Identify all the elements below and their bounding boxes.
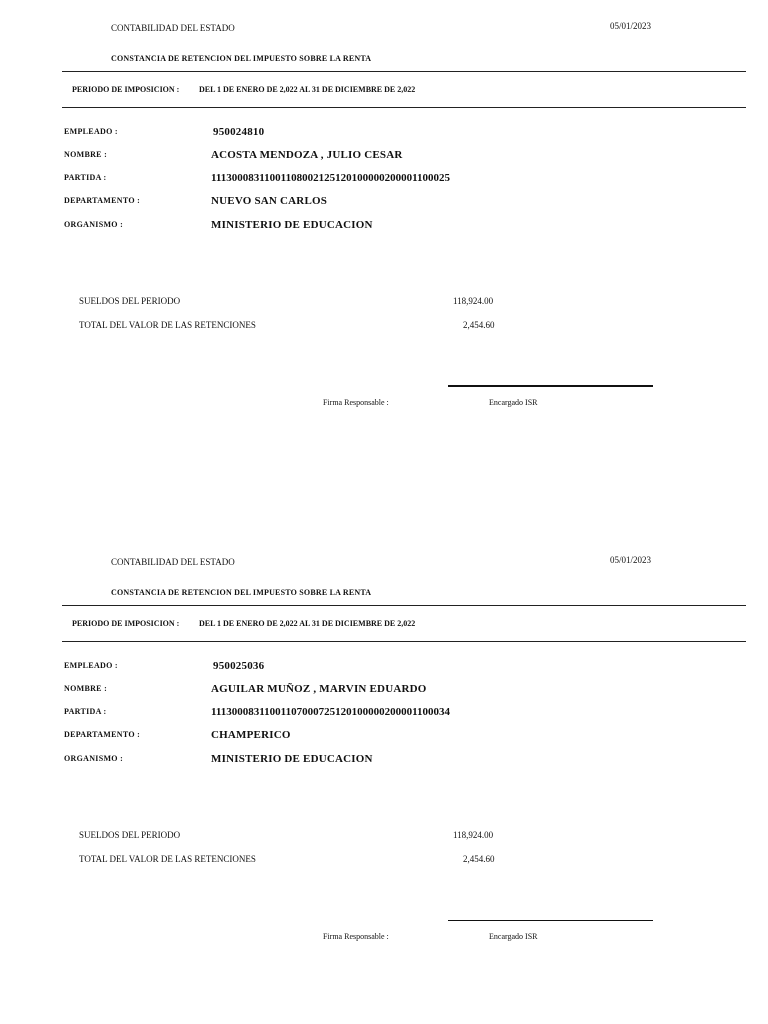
departamento-label: DEPARTAMENTO : <box>64 196 141 205</box>
period-value: DEL 1 DE ENERO DE 2,022 AL 31 DE DICIEMBRE DE 2,022 <box>199 85 416 94</box>
signature-line <box>448 385 653 387</box>
empleado-value: 950024810 <box>213 126 265 138</box>
period-value: DEL 1 DE ENERO DE 2,022 AL 31 DE DICIEMBRE DE 2,022 <box>199 619 416 628</box>
departamento-value: NUEVO SAN CARLOS <box>211 195 328 207</box>
signature-label: Firma Responsable : <box>323 398 389 407</box>
partida-label: PARTIDA : <box>64 173 107 182</box>
organismo-label: ORGANISMO : <box>64 220 124 229</box>
retenciones-label: TOTAL DEL VALOR DE LAS RETENCIONES <box>79 854 256 864</box>
divider-bottom <box>62 641 746 642</box>
document-title: CONSTANCIA DE RETENCION DEL IMPUESTO SOBRE LA RENTA <box>111 588 372 597</box>
nombre-value: ACOSTA MENDOZA , JULIO CESAR <box>211 149 403 161</box>
empleado-label: EMPLEADO : <box>64 661 118 670</box>
period-label: PERIODO DE IMPOSICION : <box>72 619 180 628</box>
empleado-label: EMPLEADO : <box>64 127 118 136</box>
sueldos-value: 118,924.00 <box>453 296 494 306</box>
departamento-label: DEPARTAMENTO : <box>64 730 141 739</box>
issue-date: 05/01/2023 <box>610 555 652 565</box>
empleado-value: 950025036 <box>213 660 265 672</box>
signature-role: Encargado ISR <box>489 398 538 407</box>
office-name: CONTABILIDAD DEL ESTADO <box>111 23 235 33</box>
certificate-1 <box>0 0 768 470</box>
partida-value: 11130008311001108002125120100000200001100025 <box>211 172 450 184</box>
retenciones-value: 2,454.60 <box>463 320 495 330</box>
retenciones-label: TOTAL DEL VALOR DE LAS RETENCIONES <box>79 320 256 330</box>
certificate-2 <box>0 534 768 1004</box>
departamento-value: CHAMPERICO <box>211 729 291 741</box>
period-label: PERIODO DE IMPOSICION : <box>72 85 180 94</box>
office-name: CONTABILIDAD DEL ESTADO <box>111 557 235 567</box>
partida-value: 11130008311001107000725120100000200001100034 <box>211 706 450 718</box>
organismo-value: MINISTERIO DE EDUCACION <box>211 753 373 765</box>
signature-role: Encargado ISR <box>489 932 538 941</box>
signature-line <box>448 920 653 921</box>
sueldos-value: 118,924.00 <box>453 830 494 840</box>
nombre-label: NOMBRE : <box>64 150 108 159</box>
nombre-value: AGUILAR MUÑOZ , MARVIN EDUARDO <box>211 683 427 695</box>
retenciones-value: 2,454.60 <box>463 854 495 864</box>
signature-label: Firma Responsable : <box>323 932 389 941</box>
organismo-value: MINISTERIO DE EDUCACION <box>211 219 373 231</box>
divider-top <box>62 605 746 606</box>
nombre-label: NOMBRE : <box>64 684 108 693</box>
organismo-label: ORGANISMO : <box>64 754 124 763</box>
partida-label: PARTIDA : <box>64 707 107 716</box>
divider-bottom <box>62 107 746 108</box>
document-title: CONSTANCIA DE RETENCION DEL IMPUESTO SOBRE LA RENTA <box>111 54 372 63</box>
issue-date: 05/01/2023 <box>610 21 652 31</box>
divider-top <box>62 71 746 72</box>
sueldos-label: SUELDOS DEL PERIODO <box>79 296 181 306</box>
sueldos-label: SUELDOS DEL PERIODO <box>79 830 181 840</box>
